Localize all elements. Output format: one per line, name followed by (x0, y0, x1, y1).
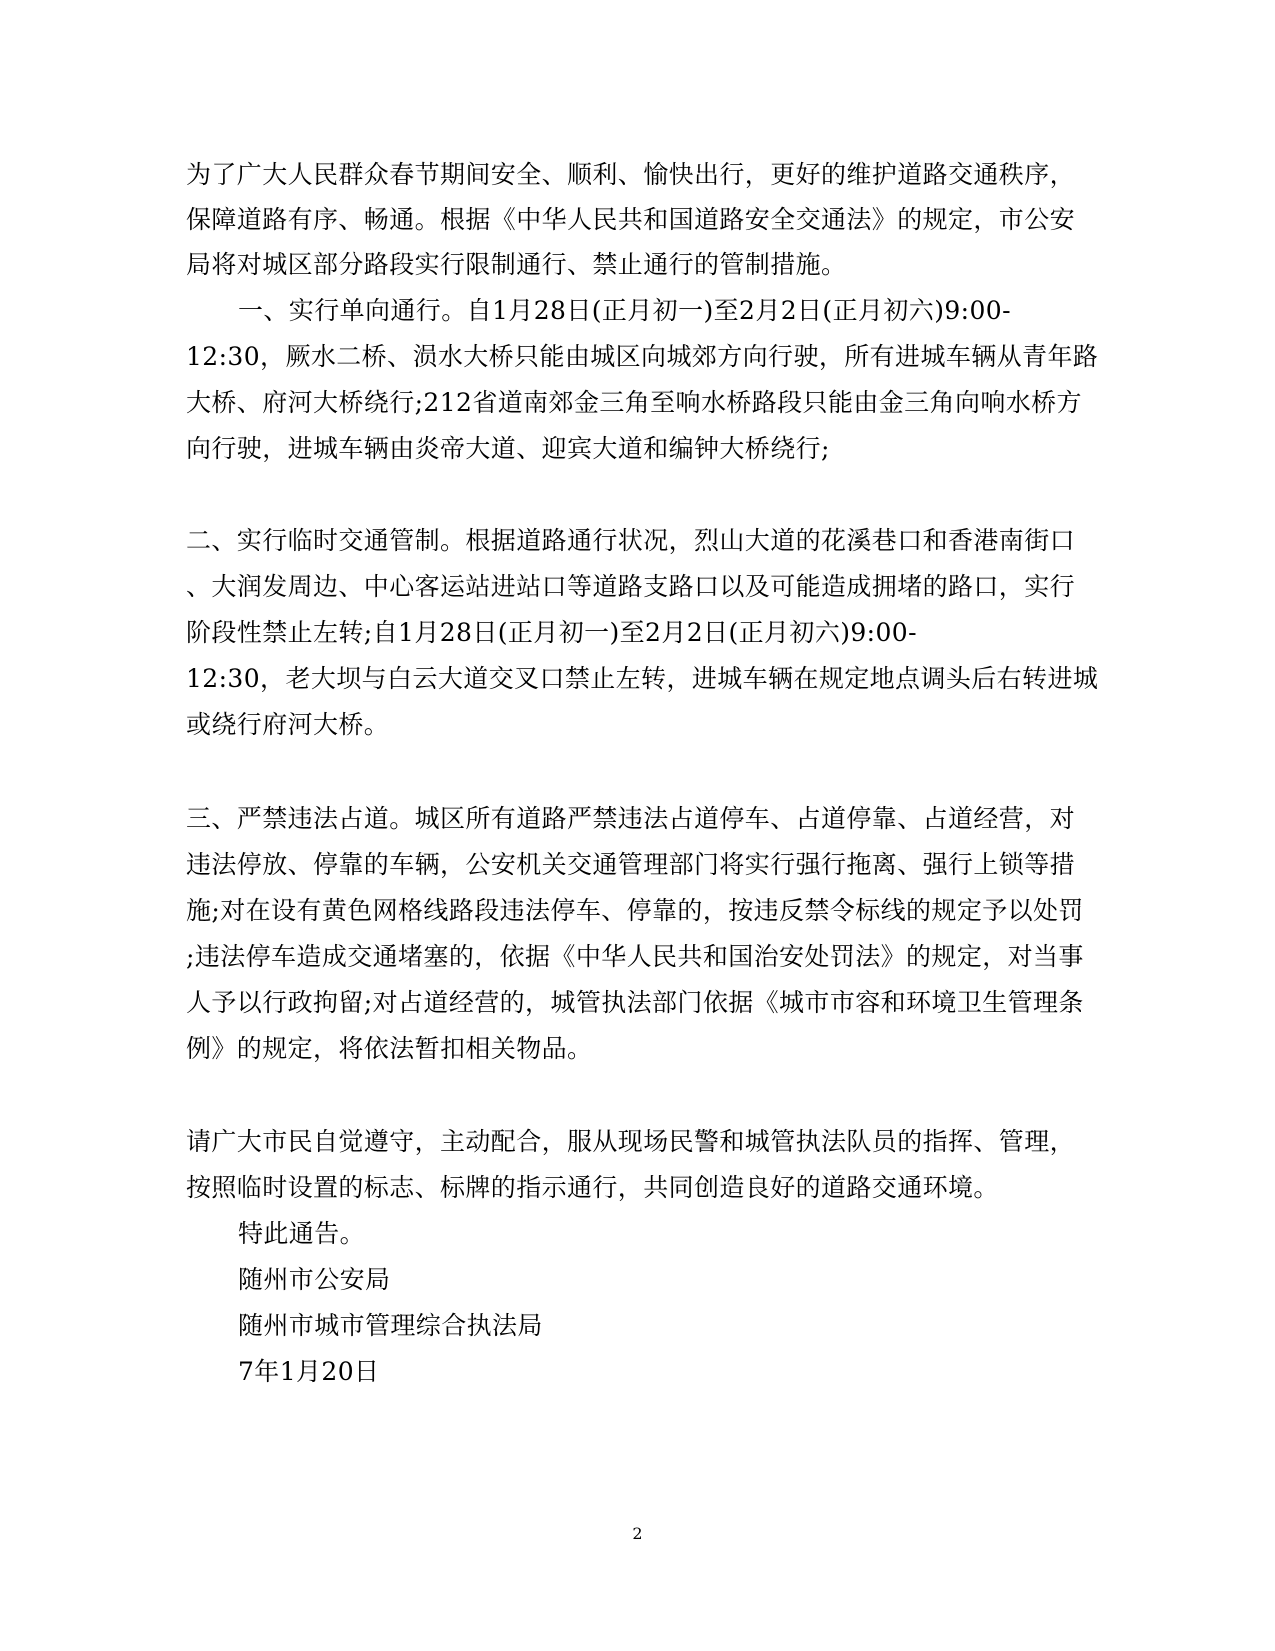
section-2-line: 二、实行临时交通管制。根据道路通行状况，烈山大道的花溪巷口和香港南街口 (186, 526, 1076, 555)
closing-line: 请广大市民自觉遵守，主动配合，服从现场民警和城管执法队员的指挥、管理， (186, 1127, 1076, 1156)
section-2-line: 12:30，老大坝与白云大道交叉口禁止左转，进城车辆在规定地点调头后右转进城 (186, 664, 1099, 693)
closing-line: 按照临时设置的标志、标牌的指示通行，共同创造良好的道路交通环境。 (186, 1173, 999, 1202)
intro-line: 为了广大人民群众春节期间安全、顺利、愉快出行，更好的维护道路交通秩序， (186, 160, 1076, 189)
section-2-line: 或绕行府河大桥。 (186, 710, 390, 739)
page-number: 2 (632, 1524, 643, 1543)
section-3-line: 例》的规定，将依法暂扣相关物品。 (186, 1034, 593, 1063)
section-3-line: 施;对在设有黄色网格线路段违法停车、停靠的，按违反禁令标线的规定予以处罚 (186, 896, 1084, 925)
section-3-line: 三、严禁违法占道。城区所有道路严禁违法占道停车、占道停靠、占道经营，对 (186, 804, 1076, 833)
section-3-line: 人予以行政拘留;对占道经营的，城管执法部门依据《城市市容和环境卫生管理条 (186, 988, 1084, 1017)
section-2-line: 、大润发周边、中心客运站进站口等道路支路口以及可能造成拥堵的路口，实行 (186, 572, 1076, 601)
section-1-line: 向行驶，进城车辆由炎帝大道、迎宾大道和编钟大桥绕行; (186, 434, 830, 463)
section-1-line: 大桥、府河大桥绕行;212省道南郊金三角至响水桥路段只能由金三角向响水桥方 (186, 388, 1082, 417)
signatory-police: 随州市公安局 (238, 1265, 391, 1294)
section-1-line: 一、实行单向通行。自1月28日(正月初一)至2月2日(正月初六)9:00- (238, 296, 1011, 325)
intro-line: 局将对城区部分路段实行限制通行、禁止通行的管制措施。 (186, 250, 847, 279)
notice-text: 特此通告。 (238, 1219, 366, 1248)
section-1-line: 12:30，厥水二桥、涢水大桥只能由城区向城郊方向行驶，所有进城车辆从青年路 (186, 342, 1099, 371)
section-3-line: ;违法停车造成交通堵塞的，依据《中华人民共和国治安处罚法》的规定，对当事 (186, 942, 1084, 971)
document-date: 7年1月20日 (238, 1357, 380, 1386)
document-page (186, 0, 1099, 1651)
intro-line: 保障道路有序、畅通。根据《中华人民共和国道路安全交通法》的规定，市公安 (186, 205, 1076, 234)
section-3-line: 违法停放、停靠的车辆，公安机关交通管理部门将实行强行拖离、强行上锁等措 (186, 850, 1076, 879)
signatory-urban-management: 随州市城市管理综合执法局 (238, 1311, 543, 1340)
section-2-line: 阶段性禁止左转;自1月28日(正月初一)至2月2日(正月初六)9:00- (186, 618, 917, 647)
